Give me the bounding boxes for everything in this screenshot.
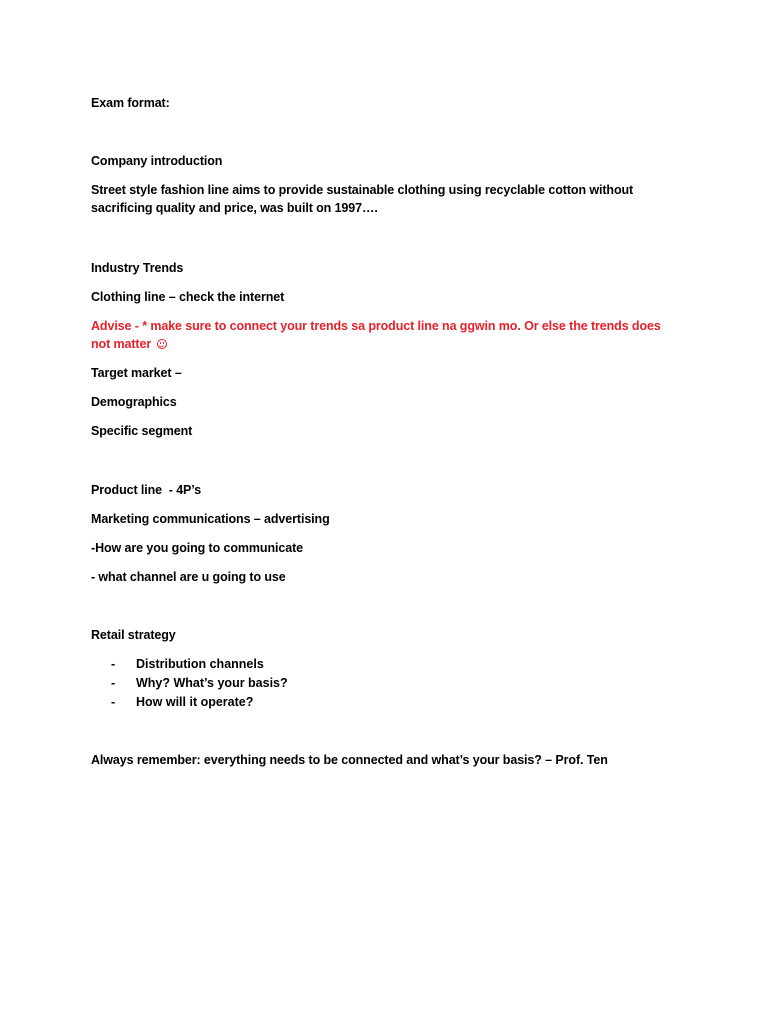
list-item: How will it operate? <box>136 695 254 709</box>
demographics-text: Demographics <box>91 395 177 409</box>
exam-format-label: Exam format: <box>91 96 170 110</box>
smiley-face-icon <box>157 339 167 349</box>
list-item: Why? What’s your basis? <box>136 676 288 690</box>
industry-trends-heading: Industry Trends <box>91 261 184 275</box>
what-channel-text: - what channel are u going to use <box>91 570 286 584</box>
company-intro-text: Street style fashion line aims to provide sustainable clothing using recyclable cotton without sacrificing quality and price, was built on 1997…. <box>91 183 634 215</box>
how-communicate-text: -How are you going to communicate <box>91 541 303 555</box>
product-line-text: Product line - 4P’s <box>91 483 202 497</box>
advise-text-content: Advise - * make sure to connect your trends sa product line na ggwin mo. Or else the trends does not matter <box>91 319 661 351</box>
company-intro-heading: Company introduction <box>91 154 223 168</box>
list-bullet: - <box>111 695 116 709</box>
target-market-text: Target market – <box>91 366 182 380</box>
specific-segment-text: Specific segment <box>91 424 193 438</box>
advise-text <box>91 317 681 353</box>
closing-note: Always remember: everything needs to be connected and what’s your basis? – Prof. Ten <box>91 753 608 767</box>
list-item: Distribution channels <box>136 657 264 671</box>
clothing-line-text: Clothing line – check the internet <box>91 290 285 304</box>
list-bullet: - <box>111 657 116 671</box>
list-bullet: - <box>111 676 116 690</box>
retail-strategy-heading: Retail strategy <box>91 628 176 642</box>
marketing-comms-text: Marketing communications – advertising <box>91 512 330 526</box>
